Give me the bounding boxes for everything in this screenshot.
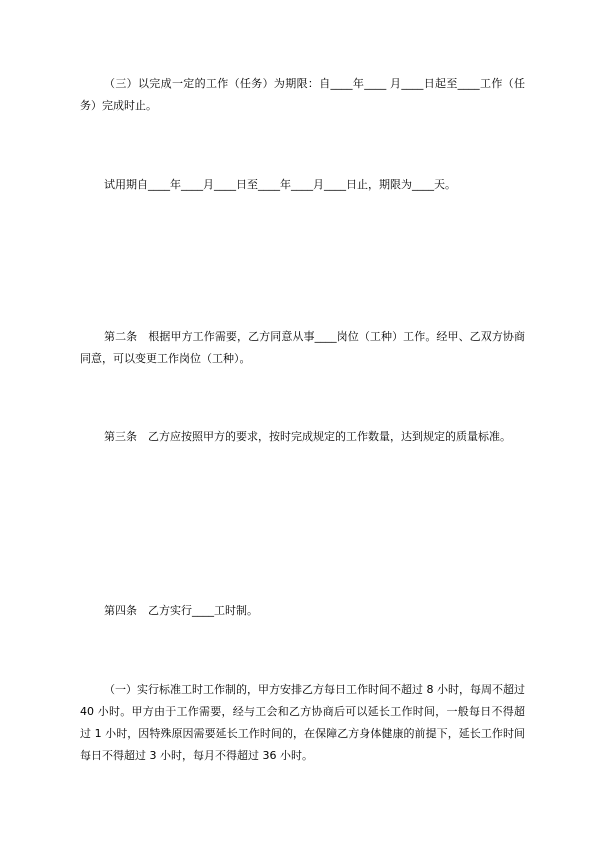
paragraph-article-4: 第四条 乙方实行____工时制。 [104, 604, 258, 617]
paragraph-term-completion: （三）以完成一定的工作（任务）为期限：自____年____ 月____日起至____工作（任务）完成时止。 [80, 77, 525, 112]
paragraph-article-2: 第二条 根据甲方工作需要，乙方同意从事____岗位（工种）工作。经甲、乙双方协商同意，可以变更工作岗位（工种）。 [80, 330, 525, 365]
paragraph-standard-hours: （一）实行标准工时工作制的，甲方安排乙方每日工作时间不超过 8 小时，每周不超过 40 小时。甲方由于工作需要，经与工会和乙方协商后可以延长工作时间，一般每日不得超过 1 小时，因特殊原因需要延长工作时间的，在保障乙方身体健康的前提下，延长工作时间每日不得超过 3 小时，每月不得超过 36 小时。 [80, 683, 525, 762]
paragraph-probation: 试用期自____年____月____日至____年____月____日止，期限为____天。 [104, 178, 456, 191]
paragraph-article-3: 第三条 乙方应按照甲方的要求，按时完成规定的工作数量，达到规定的质量标准。 [104, 430, 511, 443]
